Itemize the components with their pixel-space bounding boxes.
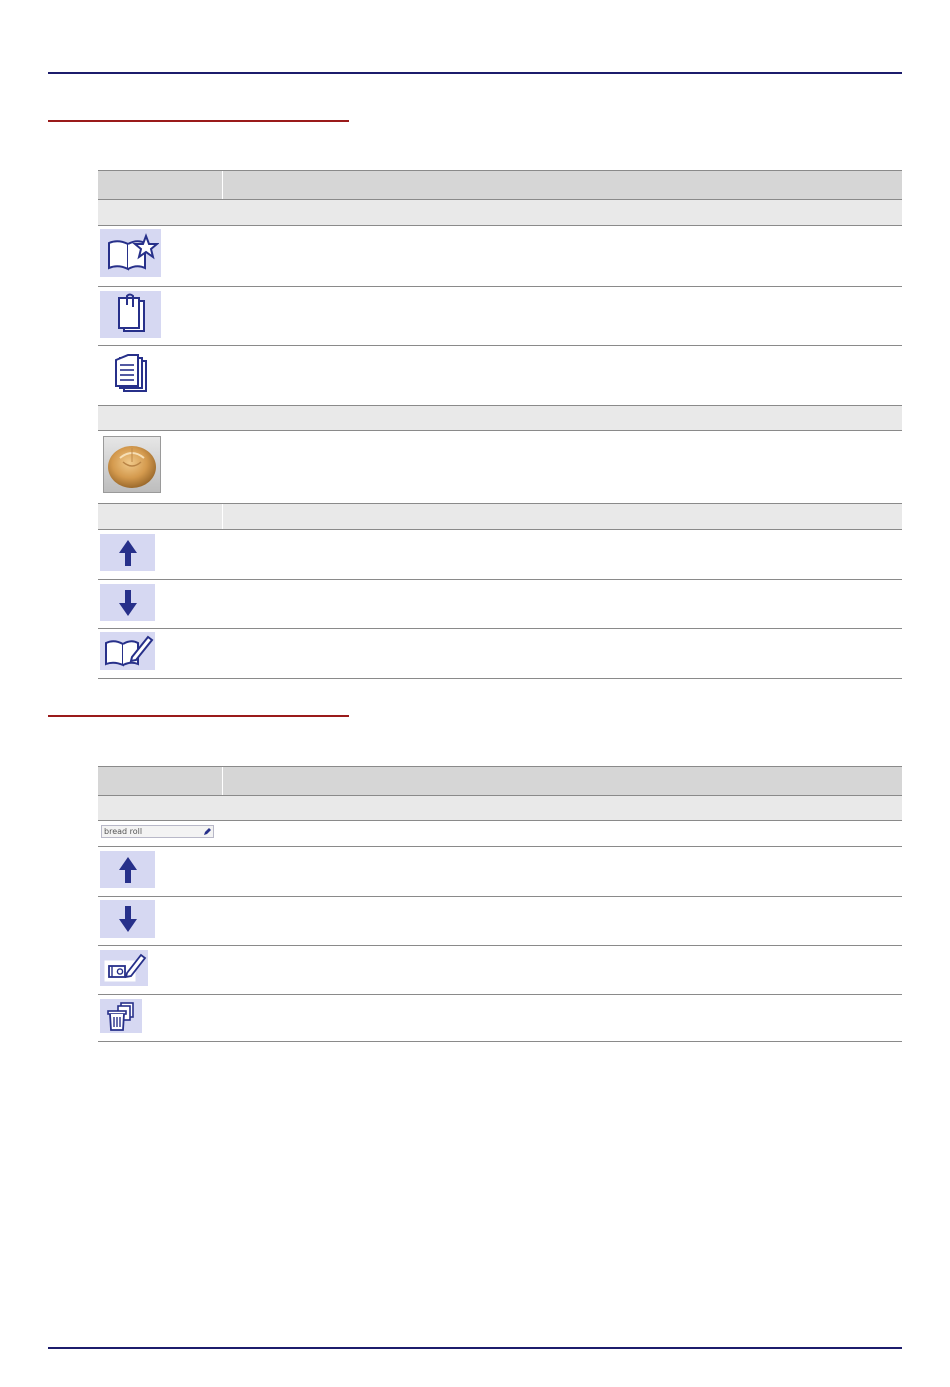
documents-icon[interactable] [114, 354, 150, 398]
page-bottom-rule [48, 1347, 902, 1349]
page-top-rule [48, 72, 902, 74]
book-edit-icon[interactable] [100, 632, 155, 670]
table-row [98, 847, 902, 897]
header-cell-icon [98, 767, 223, 795]
image-edit-icon[interactable] [100, 950, 148, 986]
section-one-table [98, 170, 902, 679]
arrow-down-icon[interactable] [100, 584, 155, 621]
text-input-field[interactable] [101, 825, 214, 838]
header-cell-description [223, 171, 902, 199]
arrow-down-icon[interactable] [100, 900, 155, 938]
trash-icon[interactable] [100, 999, 142, 1033]
section-one-rule [48, 120, 349, 122]
section-two-rule [48, 715, 349, 717]
table-row [98, 346, 902, 406]
table-subheader-row [98, 200, 902, 226]
pencil-icon[interactable] [203, 827, 212, 839]
header-cell-description [223, 767, 902, 795]
table-row [98, 287, 902, 346]
table-subheader-row [98, 796, 902, 821]
table-row [98, 629, 902, 679]
bread-roll-image[interactable] [103, 436, 161, 493]
table-header-row [98, 170, 902, 200]
table-subheader-row [98, 406, 902, 431]
table-row [98, 530, 902, 580]
table-row [98, 431, 902, 504]
clipboard-icon[interactable] [100, 291, 161, 338]
table-row [98, 580, 902, 629]
table-header-row [98, 766, 902, 796]
table-row [98, 897, 902, 946]
arrow-up-icon[interactable] [100, 534, 155, 571]
arrow-up-icon[interactable] [100, 851, 155, 888]
section-two-table [98, 766, 902, 1042]
table-row [98, 821, 902, 847]
table-row [98, 226, 902, 287]
table-row [98, 995, 902, 1042]
book-star-icon[interactable] [100, 229, 161, 277]
text-input-value: bread roll [104, 827, 143, 836]
table-subheader-row [98, 504, 902, 530]
header-cell-icon [98, 171, 223, 199]
table-row [98, 946, 902, 995]
